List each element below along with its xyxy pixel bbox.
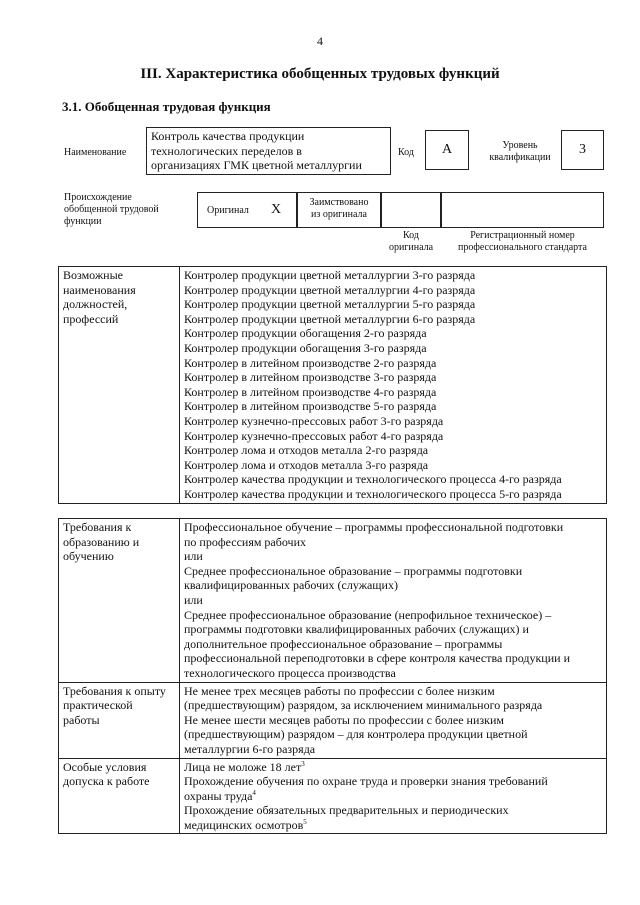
original-code-caption [381, 230, 441, 254]
function-name-line: организациях ГМК цветной металлургии [151, 158, 362, 172]
level-label [478, 140, 562, 164]
footnote-marker: 4 [252, 788, 256, 797]
admission-label-cell [59, 758, 180, 834]
experience-line: Не менее трех месяцев работы по профессии с более низким [184, 683, 495, 698]
admission-line [184, 760, 602, 775]
positions-label-line: должностей, [63, 297, 128, 312]
position-item: Контролер качества продукции и технологического процесса 4-го разряда [184, 472, 562, 487]
level-label-line: Уровень [502, 140, 538, 151]
position-item: Контролер кузнечно-прессовых работ 3-го разряда [184, 413, 444, 428]
function-name-box [146, 127, 391, 175]
reg-number-caption-line: Регистрационный номер [470, 230, 575, 241]
requirements-table [58, 518, 607, 834]
position-item: Контролер продукции обогащения 2-го разряда [184, 326, 427, 341]
origin-label-line: Происхождение [64, 192, 132, 203]
original-code-caption-line: оригинала [388, 242, 434, 253]
positions-label-line: Возможные [63, 268, 123, 282]
position-item: Контролер продукции обогащения 3-го разряда [184, 340, 427, 355]
function-name-line: технологических переделов в [151, 143, 302, 158]
origin-label-line: функции [64, 216, 102, 227]
position-item: Контролер лома и отходов металла 2-го разряда [184, 443, 429, 458]
reg-number-caption-line: профессионального стандарта [458, 242, 587, 253]
reg-number-caption [441, 230, 604, 254]
position-item: Контролер продукции цветной металлургии 5-го разряда [184, 297, 476, 312]
original-code-caption-line: Код [403, 230, 419, 241]
positions-label-line: профессий [63, 311, 119, 326]
position-item: Контролер продукции цветной металлургии 6-го разряда [184, 311, 476, 326]
education-line: профессиональной переподготовки в сфере контроля качества продукции и [184, 651, 570, 666]
experience-label-line: работы [63, 712, 100, 727]
education-line: или [184, 592, 203, 607]
admission-line-text: охраны труда [184, 788, 253, 803]
subsection-title: 3.1. Обобщенная трудовая функция [62, 99, 271, 114]
admission-line-text: Прохождение обязательных предварительных и периодических [184, 803, 509, 818]
education-line: Профессиональное обучение – программы профессиональной подготовки [184, 520, 564, 534]
reg-number-cell [441, 192, 604, 228]
admission-line [184, 803, 602, 818]
education-line: программы подготовки квалифицированных рабочих (служащих) и [184, 622, 529, 637]
original-mark: X [271, 202, 282, 217]
original-code-cell [381, 192, 441, 228]
education-label-cell [59, 519, 180, 683]
experience-label-cell [59, 682, 180, 758]
position-item: Контролер лома и отходов металла 3-го разряда [184, 457, 429, 472]
code-label: Код [398, 147, 414, 158]
admission-line [184, 818, 602, 833]
page-number: 4 [317, 34, 323, 48]
code-value: А [425, 130, 469, 170]
admission-line-text: медицинских осмотров [184, 817, 304, 832]
position-item: Контролер кузнечно-прессовых работ 4-го разряда [184, 428, 444, 443]
position-item: Контролер продукции цветной металлургии 4-го разряда [184, 282, 476, 297]
education-label-line: обучению [63, 549, 114, 564]
borrowed-label-line: из оригинала [311, 209, 367, 220]
position-item: Контролер в литейном производстве 5-го разряда [184, 399, 437, 414]
experience-value-cell [180, 682, 607, 758]
position-item: Контролер продукции цветной металлургии 3-го разряда [184, 268, 476, 282]
origin-label [64, 192, 159, 228]
admission-line [184, 774, 602, 789]
position-item: Контролер в литейном производстве 4-го разряда [184, 384, 437, 399]
experience-label-line: Требования к опыту [63, 683, 166, 698]
level-value: 3 [561, 130, 604, 170]
admission-label-line: Особые условия [63, 759, 147, 774]
education-label-line: Требования к [63, 520, 132, 534]
footnote-marker: 5 [303, 817, 307, 826]
experience-line: (предшествующим) разрядом – для контролера продукции цветной [184, 727, 528, 742]
borrowed-label-line: Заимствовано [309, 197, 369, 208]
experience-line: Не менее шести месяцев работы по профессии с более низким [184, 712, 504, 727]
position-item: Контролер качества продукции и технологического процесса 5-го разряда [184, 486, 562, 501]
positions-list-cell [180, 267, 607, 504]
education-line: или [184, 549, 203, 564]
education-line: Среднее профессиональное образование – программы подготовки [184, 563, 523, 578]
experience-label-line: практической [63, 698, 133, 713]
section-title: III. Характеристика обобщенных трудовых функций [140, 66, 500, 82]
admission-value-cell [180, 758, 607, 834]
education-label-line: образованию и [63, 534, 140, 549]
education-line: Среднее профессиональное образование (непрофильное техническое) – [184, 607, 552, 622]
experience-line: (предшествующим) разрядом, за исключением минимального разряда [184, 698, 543, 713]
education-line: дополнительное профессиональное образование – программы [184, 636, 503, 651]
footnote-marker: 3 [301, 759, 305, 768]
admission-label-line: допуска к работе [63, 774, 150, 789]
position-item: Контролер в литейном производстве 3-го разряда [184, 370, 437, 385]
admission-line-text: Лица не моложе 18 лет [184, 759, 302, 774]
positions-label-line: наименования [63, 282, 136, 297]
experience-line: металлургии 6-го разряда [184, 741, 316, 756]
admission-line [184, 789, 602, 804]
level-label-line: квалификации [489, 152, 551, 163]
education-line: технологического процесса производства [184, 665, 396, 680]
admission-line-text: Прохождение обучения по охране труда и проверки знания требований [184, 774, 548, 789]
original-label: Оригинал [207, 205, 249, 216]
education-value-cell [180, 519, 607, 683]
function-name-line: Контроль качества продукции [151, 129, 305, 143]
name-label: Наименование [64, 147, 127, 158]
origin-label-line: обобщенной трудовой [64, 204, 159, 215]
position-item: Контролер в литейном производстве 2-го разряда [184, 355, 437, 370]
education-line: по профессиям рабочих [184, 534, 307, 549]
positions-table [58, 266, 607, 504]
positions-label-cell [59, 267, 180, 504]
borrowed-label [297, 197, 381, 221]
education-line: квалифицированных рабочих (служащих) [184, 578, 398, 593]
